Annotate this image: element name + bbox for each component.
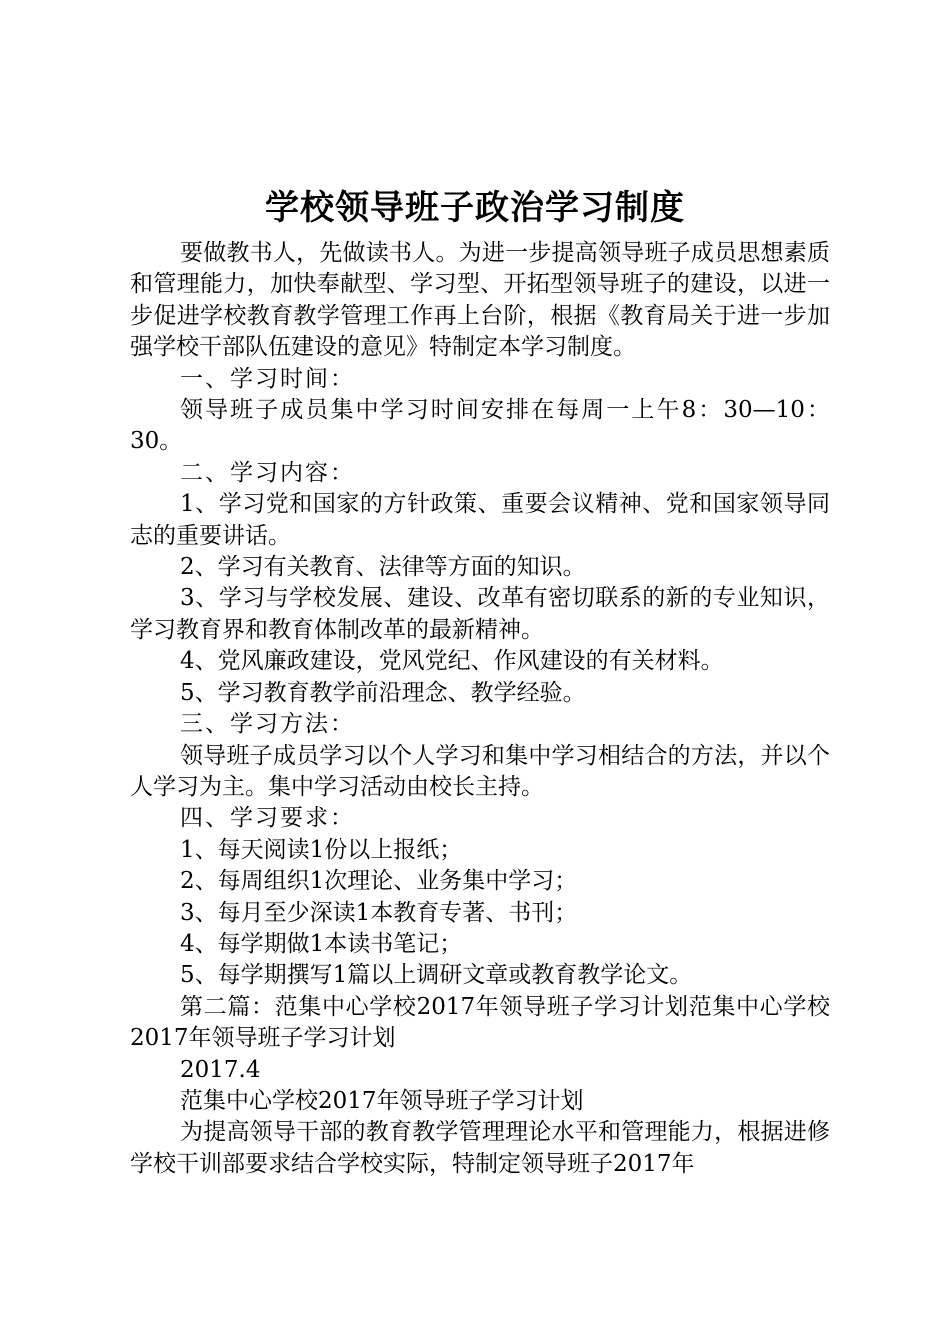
list-item-requirement-3: 3、每月至少深读1本教育专著、书刊； bbox=[180, 899, 578, 926]
document-body bbox=[130, 238, 830, 1180]
list-item-requirement-2: 2、每周组织1次理论、业务集中学习； bbox=[180, 868, 578, 895]
paragraph-study-time: 领导班子成员集中学习时间安排在每周一上午8：30—10：30。 bbox=[130, 397, 830, 455]
paragraph-date: 2017.4 bbox=[180, 1056, 261, 1083]
list-item-content-4: 4、党风廉政建设，党风党纪、作风建设的有关材料。 bbox=[180, 648, 724, 675]
list-item-requirement-4: 4、每学期做1本读书笔记； bbox=[180, 930, 463, 957]
list-item-requirement-5: 5、每学期撰写1篇以上调研文章或教育教学论文。 bbox=[180, 962, 693, 989]
list-item-content-2: 2、学习有关教育、法律等方面的知识。 bbox=[180, 554, 586, 581]
list-item-content-5: 5、学习教育教学前沿理念、教学经验。 bbox=[180, 679, 586, 706]
paragraph-second-article: 第二篇：范集中心学校2017年领导班子学习计划范集中心学校2017年领导班子学习计划 bbox=[130, 993, 830, 1052]
list-item-content-1: 1、学习党和国家的方针政策、重要会议精神、党和国家领导同志的重要讲话。 bbox=[130, 491, 830, 549]
paragraph-plan-intro: 为提高领导干部的教育教学管理理论水平和管理能力，根据进修学校干训部要求结合学校实际，特制定领导班子2017年 bbox=[130, 1119, 830, 1177]
paragraph-study-method: 领导班子成员学习以个人学习和集中学习相结合的方法，并以个人学习为主。集中学习活动由校长主持。 bbox=[130, 742, 830, 800]
heading-study-content: 二、学习内容： bbox=[180, 459, 355, 486]
heading-study-method: 三、学习方法： bbox=[180, 711, 355, 738]
list-item-content-3: 3、学习与学校发展、建设、改革有密切联系的新的专业知识，学习教育界和教育体制改革的最新精神。 bbox=[130, 585, 830, 643]
paragraph-plan-title: 范集中心学校2017年领导班子学习计划 bbox=[180, 1087, 584, 1114]
paragraph-intro: 要做教书人，先做读书人。为进一步提高领导班子成员思想素质和管理能力，加快奉献型、学习型、开拓型领导班子的建设，以进一步促进学校教育教学管理工作再上台阶，根据《教育局关于进一步加强学校干部队伍建设的意见》特制定本学习制度。 bbox=[130, 240, 830, 361]
list-item-requirement-1: 1、每天阅读1份以上报纸； bbox=[180, 836, 463, 863]
heading-study-time: 一、学习时间： bbox=[180, 365, 355, 392]
document-title: 学校领导班子政治学习制度 bbox=[265, 188, 685, 228]
heading-study-requirements: 四、学习要求： bbox=[180, 805, 355, 832]
